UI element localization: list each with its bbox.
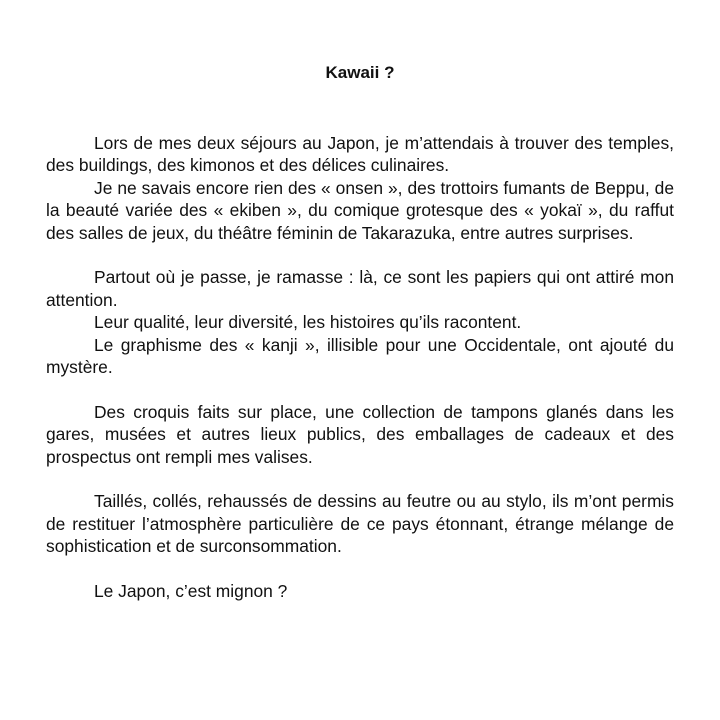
document-title: Kawaii ? (325, 63, 395, 82)
document-body (46, 132, 674, 602)
paragraph-6: Des croquis faits sur place, une collection de tampons glanés dans les gares, musées et autres lieux publics, des emballages de cadeaux et des prospectus ont rempli mes valises. (46, 401, 674, 467)
paragraph-4: Leur qualité, leur diversité, les histoires qu’ils racontent. (94, 312, 522, 333)
paragraph-8: Le Japon, c’est mignon ? (94, 581, 288, 602)
paragraph-5: Le graphisme des « kanji », illisible pour une Occidentale, ont ajouté du mystère. (46, 334, 674, 378)
paragraph-7: Taillés, collés, rehaussés de dessins au feutre ou au stylo, ils m’ont permis de restituer l’atmosphère particulière de ce pays étonnant, étrange mélange de sophistication et de surconsommation. (46, 491, 674, 557)
paragraph-2: Je ne savais encore rien des « onsen », des trottoirs fumants de Beppu, de la beauté variée des « ekiben », du comique grotesque des « yokaï », du raffut des salles de jeux, du théâtre féminin de Takarazuka, entre autres surprises. (46, 177, 674, 243)
paragraph-3: Partout où je passe, je ramasse : là, ce sont les papiers qui ont attiré mon attention. (46, 267, 674, 310)
paragraph-1: Lors de mes deux séjours au Japon, je m’attendais à trouver des temples, des buildings, des kimonos et des délices culinaires. (46, 133, 674, 176)
